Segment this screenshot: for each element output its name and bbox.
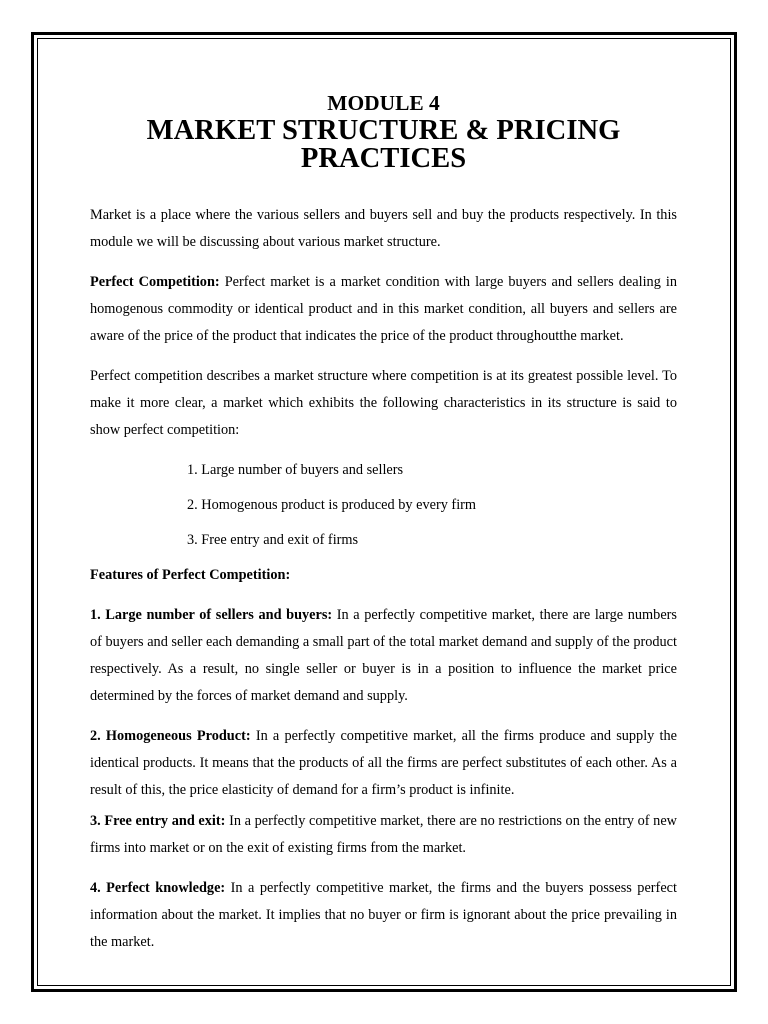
perfect-competition-definition: Perfect market is a market condition with large buyers and sellers dealing in homogenous commodity or identical product and in this market condition, all buyers and sellers are aware of the price of the product that indicates the price of the product throughoutthe market. bbox=[90, 274, 677, 344]
list-item: 1. Large number of buyers and sellers bbox=[187, 462, 404, 478]
document-content bbox=[90, 89, 677, 956]
features-heading: Features of Perfect Competition: bbox=[90, 567, 291, 583]
feature-text: In a perfectly competitive market, the firms and the buyers possess perfect information about the market. It implies that no buyer or firm is ignorant about the price prevailing in the market. bbox=[90, 880, 677, 950]
feature-title: 4. Perfect knowledge: bbox=[90, 880, 226, 896]
feature-paragraph bbox=[90, 602, 677, 710]
list-item: 3. Free entry and exit of firms bbox=[187, 532, 359, 548]
feature-title: 3. Free entry and exit: bbox=[90, 813, 226, 829]
feature-title: 2. Homogeneous Product: bbox=[90, 728, 251, 744]
characteristics-list bbox=[187, 457, 677, 554]
perfect-competition-term: Perfect Competition: bbox=[90, 274, 220, 290]
description-paragraph: Perfect competition describes a market structure where competition is at its greatest possible level. To make it more clear, a market which exhibits the following characteristics in its structure is said to show perfect competition: bbox=[90, 368, 677, 438]
list-item: 2. Homogenous product is produced by every firm bbox=[187, 497, 477, 513]
feature-paragraph bbox=[90, 875, 677, 956]
feature-text: In a perfectly competitive market, there are no restrictions on the entry of new firms into market or on the exit of existing firms from the market. bbox=[90, 813, 677, 856]
perfect-competition-paragraph bbox=[90, 269, 677, 350]
feature-paragraph bbox=[90, 723, 677, 804]
module-title: MARKET STRUCTURE & PRICING PRACTICES bbox=[146, 115, 621, 174]
intro-paragraph: Market is a place where the various sellers and buyers sell and buy the products respectively. In this module we will be discussing about various market structure. bbox=[90, 207, 677, 250]
feature-paragraph bbox=[90, 808, 677, 862]
feature-text: In a perfectly competitive market, all the firms produce and supply the identical products. It means that the products of all the firms are perfect substitutes of each other. As a result of this, the price elasticity of demand for a firm’s product is infinite. bbox=[90, 728, 677, 798]
feature-title: 1. Large number of sellers and buyers: bbox=[90, 607, 333, 623]
feature-text: In a perfectly competitive market, there are large numbers of buyers and seller each demanding a small part of the total market demand and supply of the product respectively. As a result, no single seller or buyer is in a position to influence the market price determined by the forces of market demand and supply. bbox=[90, 607, 677, 704]
module-number: MODULE 4 bbox=[327, 91, 440, 115]
